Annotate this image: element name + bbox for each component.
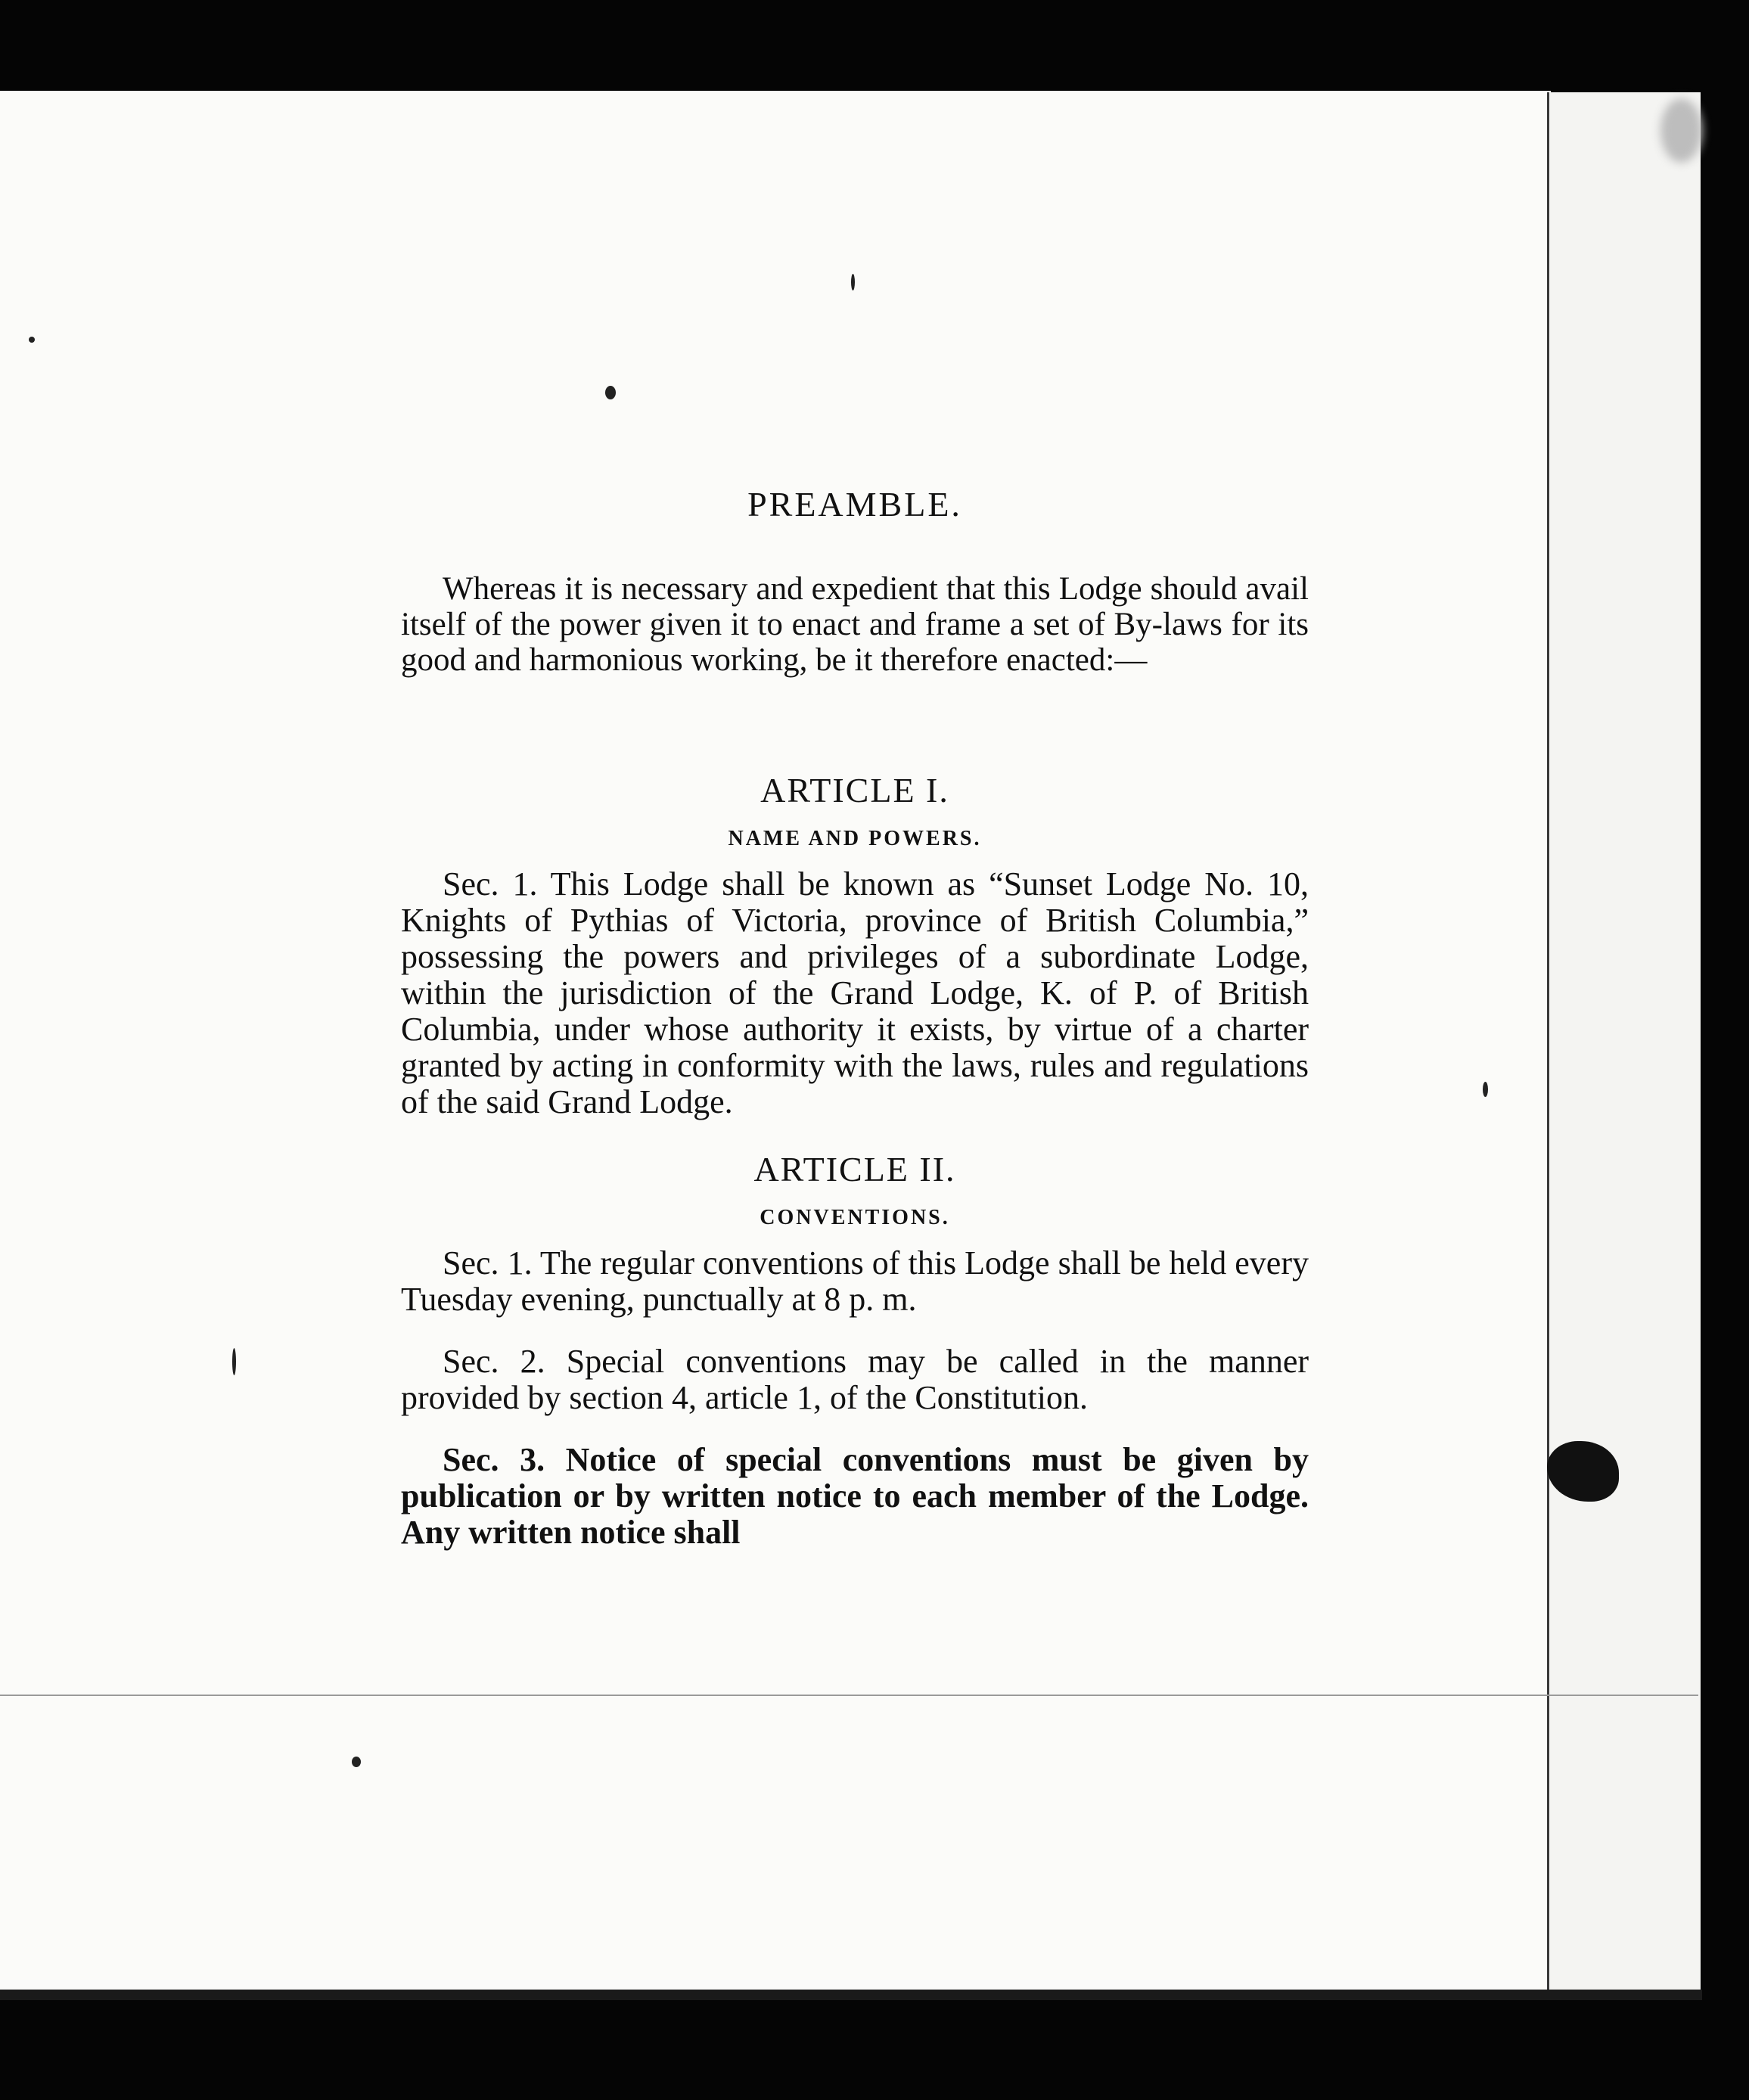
scan-speck	[29, 337, 35, 343]
article-2-subtitle: CONVENTIONS.	[760, 1206, 950, 1229]
document-body	[401, 484, 1309, 1551]
preamble-text: Whereas it is necessary and expedient that this Lodge should avail itself of the power given it to enact and frame a set of By-laws for its good and harmonious working, be it therefore enacted:—	[401, 571, 1309, 678]
article-2-section-1: Sec. 1. The regular conventions of this Lodge shall be held every Tuesday evening, punctually at 8 p. m.	[401, 1244, 1309, 1318]
page-edge	[1547, 92, 1701, 1999]
scan-speck	[1483, 1082, 1488, 1097]
article-2-title: ARTICLE II.	[753, 1150, 956, 1188]
scan-speck	[851, 274, 855, 290]
scan-speck	[605, 386, 616, 399]
scan-smudge	[1660, 98, 1702, 163]
scan-speck	[352, 1757, 361, 1767]
preamble-title: PREAMBLE.	[747, 485, 962, 523]
article-1-section-1: Sec. 1. This Lodge shall be known as “Sunset Lodge No. 10, Knights of Pythias of Victoria, province of British Columbia,” possessing the powers and privileges of a subordinate Lodge, within the jurisdiction of the Grand Lodge, K. of P. of British Columbia, under whose authority it exists, by virtue of a charter granted by acting in conformity with the laws, rules and regulations of the said Grand Lodge.	[401, 865, 1309, 1120]
scan-speck	[232, 1348, 236, 1375]
article-1-title: ARTICLE I.	[760, 771, 949, 809]
scan-fold-line	[0, 1695, 1698, 1696]
article-2-section-3: Sec. 3. Notice of special conventions must be given by publication or by written notice to each member of the Lodge. Any written notice shall	[401, 1441, 1309, 1551]
page-bottom-edge	[0, 1990, 1702, 2000]
article-1-subtitle: NAME AND POWERS.	[728, 827, 982, 850]
article-2-section-2: Sec. 2. Special conventions may be called in the manner provided by section 4, article 1, of the Constitution.	[401, 1343, 1309, 1416]
